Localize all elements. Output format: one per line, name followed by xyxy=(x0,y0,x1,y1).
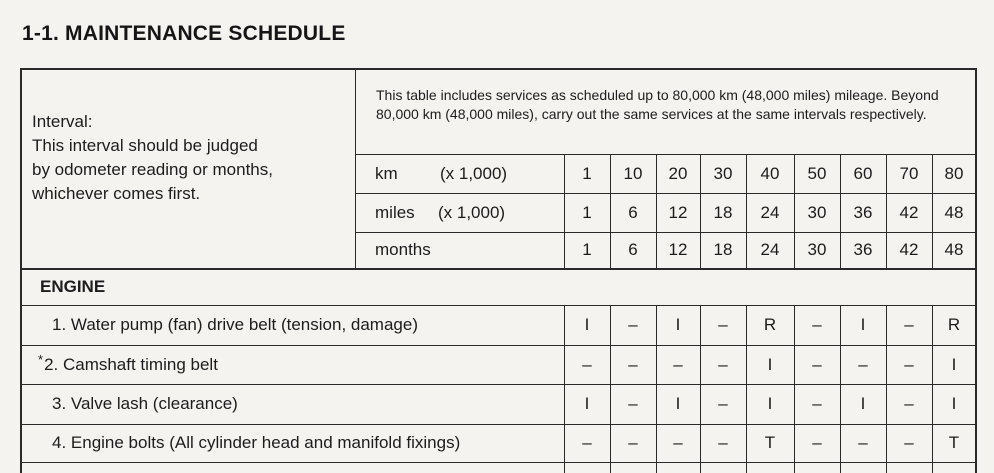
header-unit: (x 1,000) xyxy=(440,163,508,183)
table-border-top xyxy=(20,68,976,70)
header-value: 36 xyxy=(853,240,873,259)
header-value: 30 xyxy=(713,163,733,183)
item-value: I xyxy=(675,315,681,334)
item-row-line xyxy=(20,384,976,385)
header-value: 40 xyxy=(760,163,780,183)
item-value: – xyxy=(718,354,728,374)
header-value: 42 xyxy=(899,240,919,259)
header-value: 24 xyxy=(760,202,780,222)
header-value: 70 xyxy=(899,163,919,183)
item-value: – xyxy=(812,354,822,374)
header-value: 48 xyxy=(944,240,964,259)
item-value: – xyxy=(718,433,728,452)
item-value: – xyxy=(673,433,683,452)
item-value: – xyxy=(628,394,638,413)
header-value: 12 xyxy=(668,240,688,259)
item-value: – xyxy=(628,315,638,334)
item-text: 2. Camshaft timing belt xyxy=(44,354,218,374)
item-value: – xyxy=(718,394,728,413)
header-value: 30 xyxy=(807,240,827,259)
item-value: – xyxy=(858,354,868,374)
item-value: – xyxy=(812,433,822,452)
header-value: 24 xyxy=(760,240,780,259)
interval-line: This interval should be judged xyxy=(32,136,258,155)
footnote-mark: * xyxy=(38,351,44,367)
interval-line: whichever comes first. xyxy=(32,184,201,203)
item-value: – xyxy=(582,433,592,452)
item-value: I xyxy=(675,394,681,413)
interval-line: by odometer reading or months, xyxy=(32,160,273,179)
item-row-line xyxy=(20,462,976,463)
header-label-months: months xyxy=(375,240,431,259)
item-value: – xyxy=(628,433,638,452)
item-value: I xyxy=(767,394,773,413)
header-value: 1 xyxy=(582,163,592,183)
header-label-miles: miles xyxy=(375,202,415,222)
header-value: 50 xyxy=(807,163,827,183)
item-value: – xyxy=(904,394,914,413)
section-row-line xyxy=(20,305,976,306)
item-value: – xyxy=(718,315,728,334)
header-value: 60 xyxy=(853,163,873,183)
header-value: 80 xyxy=(944,163,964,183)
item-value: – xyxy=(628,354,638,374)
item-value: I xyxy=(767,354,773,374)
header-value: 1 xyxy=(582,202,592,222)
item-label xyxy=(52,316,418,333)
header-value: 6 xyxy=(628,240,638,259)
item-label xyxy=(52,434,460,451)
item-value: I xyxy=(860,394,866,413)
header-divider xyxy=(355,68,356,268)
item-value: – xyxy=(858,433,868,452)
header-value: 30 xyxy=(807,202,827,222)
header-row-line xyxy=(355,232,976,233)
header-value: 6 xyxy=(628,202,638,222)
item-row-line xyxy=(20,424,976,425)
item-text: 1. Water pump (fan) drive belt (tension, damage) xyxy=(52,315,418,334)
header-label-km: km xyxy=(375,163,398,183)
header-value: 1 xyxy=(582,240,592,259)
item-value: – xyxy=(904,354,914,374)
item-value: I xyxy=(584,315,590,334)
item-value: – xyxy=(582,354,592,374)
item-value: – xyxy=(673,354,683,374)
item-value: – xyxy=(812,394,822,413)
item-label xyxy=(38,351,218,374)
item-value: I xyxy=(951,394,957,413)
item-value: I xyxy=(951,354,957,374)
item-row-line xyxy=(20,345,976,346)
header-bottom-line xyxy=(20,268,976,270)
header-value: 20 xyxy=(668,163,688,183)
item-label xyxy=(52,395,238,412)
table-note: This table includes services as scheduled up to 80,000 km (48,000 miles) mileage. Beyond 80,000 km (48,000 miles), carry out the same services at the same intervals respectively. xyxy=(376,87,939,122)
interval-line: Interval: xyxy=(32,112,93,131)
item-text: 4. Engine bolts (All cylinder head and manifold fixings) xyxy=(52,433,461,452)
header-value: 12 xyxy=(668,202,688,222)
header-value: 18 xyxy=(713,202,733,222)
table-border-left xyxy=(20,68,22,473)
page-title: 1-1. MAINTENANCE SCHEDULE xyxy=(22,22,346,45)
item-text: 3. Valve lash (clearance) xyxy=(52,394,238,413)
item-value: – xyxy=(812,315,822,334)
header-value: 10 xyxy=(623,163,643,183)
header-value: 42 xyxy=(899,202,919,222)
interval-description xyxy=(32,110,352,206)
table-border-right xyxy=(975,68,977,473)
item-value: T xyxy=(948,433,960,452)
item-value: – xyxy=(904,433,914,452)
item-value: I xyxy=(860,315,866,334)
header-row-line xyxy=(355,154,976,155)
item-value: R xyxy=(947,315,961,334)
header-row-line xyxy=(355,193,976,194)
section-engine: ENGINE xyxy=(40,276,106,296)
item-value: I xyxy=(584,394,590,413)
item-value: T xyxy=(764,433,776,452)
header-unit: (x 1,000) xyxy=(438,202,506,222)
item-value: R xyxy=(763,315,777,334)
header-value: 36 xyxy=(853,202,873,222)
header-value: 18 xyxy=(713,240,733,259)
item-value: – xyxy=(904,315,914,334)
header-value: 48 xyxy=(944,202,964,222)
